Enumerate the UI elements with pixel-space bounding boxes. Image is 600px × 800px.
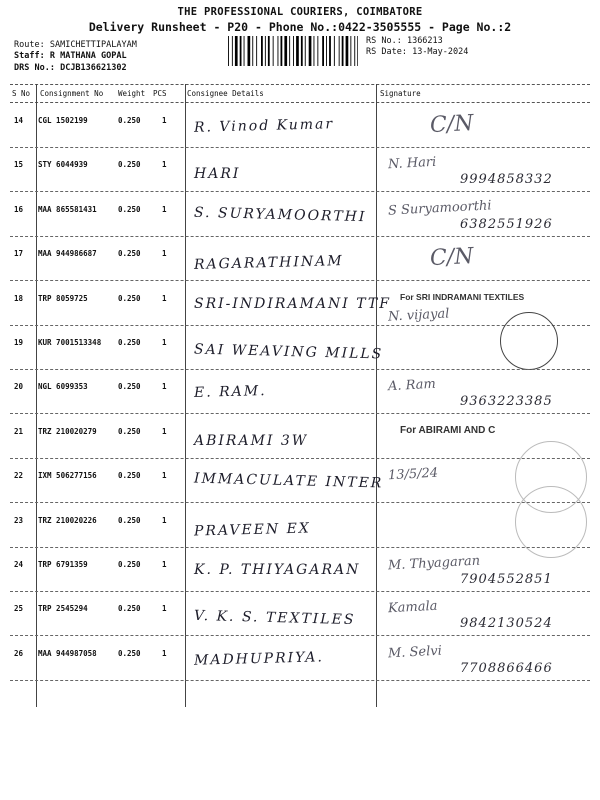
col-pcs: PCS: [153, 89, 167, 98]
table-row: [10, 592, 590, 636]
barcode-bar: [334, 36, 335, 66]
rs-no-label: RS No.:: [366, 36, 402, 46]
row-sno: 16: [14, 204, 24, 214]
row-pcs: 1: [162, 293, 167, 303]
route-value: SAMICHETTIPALAYAM: [49, 40, 137, 50]
row-phone: 9842130524: [460, 616, 553, 632]
table-row: [10, 104, 590, 148]
barcode-bar: [248, 36, 251, 66]
row-sno: 20: [14, 382, 24, 392]
row-weight: 0.250: [118, 604, 141, 614]
col-sno: S No: [12, 89, 31, 98]
header-bottom-rule: [10, 102, 590, 103]
barcode-bar: [317, 36, 318, 66]
table-row: [10, 637, 590, 681]
barcode-bar: [342, 36, 344, 66]
row-pcs: 1: [162, 338, 167, 347]
barcode-bar: [301, 36, 303, 66]
table-top-rule: [10, 84, 590, 85]
col-weight: Weight: [118, 89, 146, 98]
barcode-bar: [228, 36, 229, 66]
row-weight: 0.250: [118, 249, 141, 259]
row-pcs: 1: [162, 471, 167, 481]
row-consignment: IXM 506277156: [38, 471, 97, 481]
row-consignee: SAI WEAVING MILLS: [193, 341, 384, 363]
row-sno: 14: [14, 116, 24, 125]
row-signature: S Suryamoorthi: [387, 198, 492, 219]
row-pcs: 1: [162, 604, 167, 614]
row-pcs: 1: [162, 515, 167, 525]
row-phone: 6382551926: [460, 216, 553, 232]
drs-label: DRS No.:: [14, 63, 55, 73]
row-sno: 15: [14, 160, 24, 170]
row-phone: 7708866466: [460, 660, 553, 676]
staff-value: R MATHANA GOPAL: [49, 51, 127, 61]
barcode-bar: [346, 36, 349, 66]
company-title: THE PROFESSIONAL COURIERS, COIMBATORE: [177, 6, 423, 18]
row-consignee: IMMACULATE INTER: [193, 470, 384, 492]
row-pcs: 1: [162, 116, 167, 125]
company-stamp: For ABIRAMI AND C: [400, 424, 496, 436]
barcode-bar: [357, 36, 358, 66]
barcode-bar: [284, 36, 287, 66]
barcode-bar: [244, 36, 245, 66]
drs-value: DCJB136621302: [60, 63, 127, 73]
barcode-bar: [305, 36, 306, 66]
row-signature: Kamala: [387, 599, 438, 617]
table-row: [10, 415, 590, 459]
col-consignee: Consignee Details: [187, 89, 264, 98]
row-weight: 0.250: [118, 338, 141, 347]
col-consignment: Consignment No: [40, 89, 104, 98]
row-weight: 0.250: [118, 204, 141, 214]
row-pcs: 1: [162, 560, 167, 569]
row-sno: 17: [14, 249, 24, 259]
barcode-bar: [232, 36, 233, 66]
route-label: Route:: [14, 40, 45, 50]
barcode-bar: [329, 36, 331, 66]
barcode-image: [228, 36, 358, 66]
rs-no-value: 1366213: [406, 36, 443, 46]
row-consignment: MAA 944986687: [38, 249, 97, 259]
staff-label: Staff:: [14, 51, 45, 61]
row-signature: M. Thyagaran: [387, 553, 481, 574]
row-signature: N. vijayal: [387, 305, 450, 325]
barcode-bar: [309, 36, 312, 66]
row-weight: 0.250: [118, 471, 141, 481]
row-pcs: 1: [162, 648, 167, 658]
rs-no-line: [366, 36, 443, 46]
barcode-bar: [296, 36, 299, 66]
barcode-bar: [281, 36, 283, 66]
barcode-bar: [235, 36, 238, 66]
row-signature: A. Ram: [387, 377, 437, 395]
row-sno: 22: [14, 471, 24, 481]
drs-line: [14, 63, 127, 73]
rs-date-label: RS Date:: [366, 47, 407, 57]
row-signature: C/N: [429, 244, 475, 272]
row-weight: 0.250: [118, 116, 141, 125]
barcode-bar: [268, 36, 270, 66]
row-sno: 23: [14, 515, 24, 525]
round-seal: [500, 312, 558, 370]
row-consignee: V. K. S. TEXTILES: [193, 608, 356, 629]
table-row: [10, 370, 590, 414]
barcode-bar: [326, 36, 327, 66]
table-row: [10, 237, 590, 281]
row-consignee: MADHUPRIYA.: [193, 649, 325, 669]
col-signature: Signature: [380, 89, 421, 98]
barcode-bar: [252, 36, 253, 66]
row-signature: 13/5/24: [387, 465, 439, 484]
table-row: [10, 326, 590, 370]
row-pcs: 1: [162, 382, 167, 392]
row-consignment: NGL 6099353: [38, 382, 88, 392]
row-consignee: S. SURYAMOORTHI: [193, 204, 367, 226]
barcode-bar: [240, 36, 242, 66]
row-weight: 0.250: [118, 560, 141, 569]
row-consignee: HARI: [194, 166, 241, 183]
row-sno: 24: [14, 560, 24, 569]
row-consignment: TRZ 210020226: [38, 515, 97, 525]
row-signature: C/N: [429, 110, 475, 139]
barcode-bar: [314, 36, 315, 66]
row-sno: 26: [14, 648, 24, 658]
row-weight: 0.250: [118, 382, 141, 392]
row-consignment: KUR 7001513348: [38, 338, 102, 347]
row-consignment: TRP 8059725: [38, 293, 88, 303]
table-row: [10, 459, 590, 503]
row-pcs: 1: [162, 160, 167, 170]
route-line: [14, 40, 137, 50]
row-consignment: CGL 1502199: [38, 116, 88, 125]
row-consignment: TRP 2545294: [38, 604, 88, 614]
rs-date-line: [366, 47, 468, 57]
row-consignment: MAA 944987058: [38, 648, 97, 658]
row-consignment: TRZ 210020279: [38, 426, 97, 436]
table-row: [10, 548, 590, 592]
row-consignee: RAGARATHINAM: [193, 253, 344, 274]
row-consignee: E. RAM.: [193, 383, 267, 402]
row-consignee: ABIRAMI 3W: [194, 432, 309, 449]
table-row: [10, 282, 590, 326]
row-consignment: STY 6044939: [38, 160, 88, 170]
table-row: [10, 504, 590, 548]
row-consignee: K. P. THIYAGARAN: [194, 562, 361, 578]
barcode-bar: [289, 36, 290, 66]
row-phone: 9363223385: [460, 394, 553, 410]
table-row: [10, 193, 590, 237]
runsheet-title: Delivery Runsheet - P20 - Phone No.:0422-3505555 - Page No.:2: [88, 20, 512, 34]
row-sno: 18: [14, 293, 24, 303]
row-weight: 0.250: [118, 515, 141, 525]
row-weight: 0.250: [118, 648, 141, 658]
barcode-bar: [261, 36, 263, 66]
row-pcs: 1: [162, 426, 167, 436]
table-row: [10, 148, 590, 192]
company-stamp: For SRI INDRAMANI TEXTILES: [400, 291, 525, 302]
row-phone: 7904552851: [460, 572, 553, 587]
barcode-bar: [256, 36, 257, 66]
row-phone: 9994858332: [460, 172, 553, 188]
row-weight: 0.250: [118, 293, 141, 303]
row-sno: 21: [14, 426, 24, 436]
barcode-bar: [293, 36, 294, 66]
row-sno: 19: [14, 338, 24, 347]
barcode-bar: [322, 36, 324, 66]
staff-line: [14, 51, 127, 61]
row-weight: 0.250: [118, 426, 141, 436]
row-sno: 25: [14, 604, 24, 614]
row-weight: 0.250: [118, 160, 141, 170]
row-consignment: MAA 865581431: [38, 204, 97, 214]
row-consignment: TRP 6791359: [38, 560, 88, 569]
rs-date-value: 13-May-2024: [412, 47, 469, 57]
row-pcs: 1: [162, 204, 167, 214]
barcode-bar: [354, 36, 355, 66]
row-pcs: 1: [162, 249, 167, 259]
barcode-bar: [350, 36, 351, 66]
row-signature: N. Hari: [387, 155, 437, 173]
row-consignee: SRI-INDIRAMANI TTF: [194, 295, 391, 312]
barcode-bar: [265, 36, 266, 66]
row-consignee: PRAVEEN EX: [193, 520, 312, 540]
barcode-bar: [278, 36, 279, 66]
row-signature: M. Selvi: [387, 643, 443, 662]
row-divider: [10, 680, 590, 681]
barcode-bar: [339, 36, 340, 66]
barcode-bar: [273, 36, 274, 66]
row-consignee: R. Vinod Kumar: [193, 116, 335, 136]
